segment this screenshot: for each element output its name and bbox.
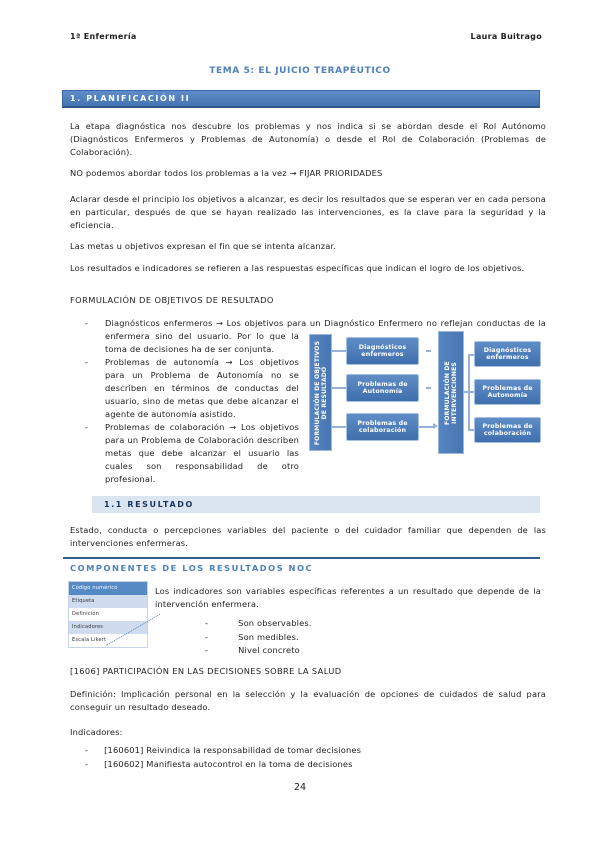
list-item xyxy=(205,644,312,658)
bullet-text: [160601] Reivindica la responsabilidad de tomar decisiones xyxy=(104,745,362,755)
bullet-dash: - xyxy=(85,422,89,432)
list-item xyxy=(205,617,312,631)
paragraph-goals: Las metas u objetivos expresan el fin que se intenta alcanzar. xyxy=(70,241,337,251)
noc-indicators-intro: Los indicadores son variables específicas referentes a un resultado que depende de la intervención enfermera. xyxy=(155,586,541,609)
noc-components-heading: COMPONENTES DE LOS RESULTADOS NOC xyxy=(70,563,314,573)
diagram-left-bar-label: FORMULACIÓN DE OBJETIVOS DE RESULTADO xyxy=(313,340,328,445)
table-row: Indicadores xyxy=(69,621,147,634)
header-author: Laura Buitrago xyxy=(470,32,542,41)
paragraph-priorities: NO podemos abordar todos los problemas a la vez → FIJAR PRIORIDADES xyxy=(70,168,383,178)
subsection-heading-resultado: 1.1 RESULTADO xyxy=(92,496,540,513)
bullet-dash: - xyxy=(85,745,89,755)
outcome-definition: Definición: Implicación personal en la selección y la evaluación de opciones de cuidados de salud para conseguir un resultado deseado. xyxy=(70,689,546,712)
table-row: Etiqueta xyxy=(69,595,147,608)
document-title: TEMA 5: EL JUICIO TERAPÉUTICO xyxy=(209,66,391,76)
diagram-mid-bar-label: FORMULACIÓN DE INTERVENCIONES xyxy=(444,360,458,425)
list-item xyxy=(85,744,361,758)
page-number: 24 xyxy=(293,782,307,793)
indicators-label: Indicadores: xyxy=(70,727,123,737)
noc-indicators-bullet-list xyxy=(205,617,312,658)
bullet-text: Problemas de autonomía → Los objetivos para un Problema de Autonomía no se describen en términos de conductas del usuario, sino de metas que debe alcanzar el agente de autonomía asistido. xyxy=(105,357,299,419)
diagram-box-autonomia-left: Problemas de Autonomía xyxy=(346,374,419,402)
list-item xyxy=(85,758,361,772)
table-row: Escala Likert xyxy=(72,637,107,643)
table-row: Definición xyxy=(72,611,99,617)
diagram-box-dx-enfermeros-left: Diagnósticos enfermeros xyxy=(346,337,419,365)
list-item xyxy=(70,421,546,486)
bullet-text: Diagnósticos enfermeros → Los objetivos para un Diagnóstico Enfermero no reflejan conductas xyxy=(105,318,521,328)
paragraph-results-indicators: Los resultados e indicadores se refieren a las respuestas específicas que indican el logro de los objetivos. xyxy=(70,263,525,273)
list-item xyxy=(205,631,312,645)
connector-line xyxy=(332,350,346,352)
paragraph-diagnostic-stage: La etapa diagnóstica nos descubre los problemas y nos indica si se abordan desde el Rol Autónomo (Diagnósticos Enfermeros y Problemas de Autonomía) o desde el Rol de Colaboración (Problemas de Colaboración). xyxy=(70,121,546,157)
list-item xyxy=(70,356,546,421)
objectives-subheading: FORMULACIÓN DE OBJETIVOS DE RESULTADO xyxy=(70,295,274,305)
table-row: Código numérico xyxy=(69,582,147,595)
outcome-1606-heading: [1606] PARTICIPACIÓN EN LAS DECISIONES SOBRE LA SALUD xyxy=(70,666,342,676)
bullet-text: Nivel concreto xyxy=(238,645,300,655)
paragraph-resultado: Estado, conducta o percepciones variables del paciente o del cuidador familiar que dependen de las intervenciones enfermeras. xyxy=(70,525,546,548)
bullet-text: Problemas de colaboración → Los objetivos para un Problema de Colaboración describen metas que debe alcanzar el usuario las cuales son responsabilidad de otro profesional. xyxy=(105,422,299,484)
diagram-box-colaboracion-left: Problemas de colaboración xyxy=(346,413,419,441)
bullet-dash: - xyxy=(85,318,89,328)
connector-line xyxy=(426,350,431,352)
bullet-dash: - xyxy=(205,645,209,655)
header-course: 1ª Enfermería xyxy=(70,32,137,41)
paragraph-objectives-clarity: Aclarar desde el principio los objetivos a alcanzar, es decir los resultados que se esperan ver en cada persona en particular, después de que se hayan realizado las intervenciones, es la clave para la seguridad y la eficiencia. xyxy=(70,194,546,230)
bullet-text: Son medibles. xyxy=(238,631,299,642)
diagram-box-autonomia-right: Problemas de Autonomía xyxy=(474,379,541,405)
noc-structure-table xyxy=(68,581,148,648)
bullet-dash: - xyxy=(205,618,209,628)
bullet-text: de la enfermera sino del usuario. Por lo que la toma de decisiones ha de ser conjunta. xyxy=(105,318,546,354)
bullet-dash: - xyxy=(205,631,209,642)
indicators-bullet-list xyxy=(85,744,361,771)
bullet-dash: - xyxy=(85,758,89,769)
section-divider-line xyxy=(63,557,540,559)
objectives-bullet-list xyxy=(70,317,546,486)
diagram-box-dx-enfermeros-right: Diagnósticos enfermeros xyxy=(474,341,541,367)
bullet-text: Son observables. xyxy=(238,618,312,628)
bullet-text: [160602] Manifiesta autocontrol en la toma de decisiones xyxy=(104,758,353,769)
bullet-dash: - xyxy=(85,357,89,367)
section-heading-planificacion: 1. PLANIFICACIÓN II xyxy=(62,90,540,108)
diagram-box-colaboracion-right: Problemas de colaboración xyxy=(474,417,541,443)
